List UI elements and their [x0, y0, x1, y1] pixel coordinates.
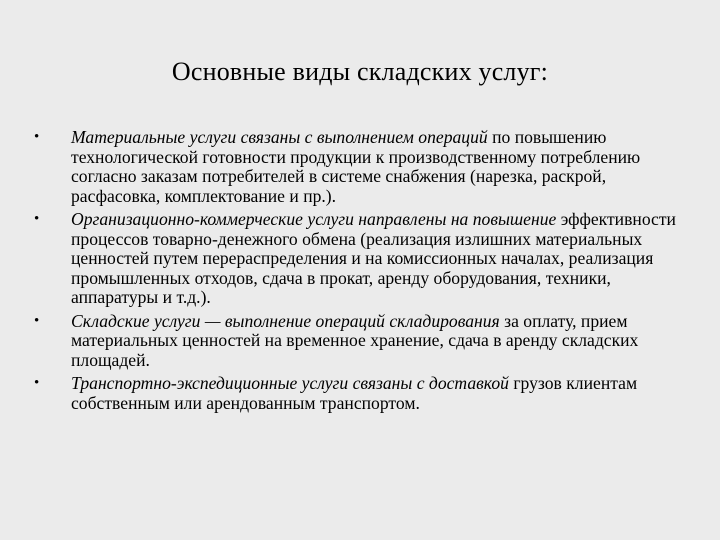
bullet-item-warehouse [34, 312, 694, 371]
bullet-icon: • [34, 312, 40, 329]
bullet-body-text: по повышению технологической готовности продукции к производственному потреблению согласно заказам потребителей в системе снабжения (нарезка, раскрой, расфасовка, комплектование и пр.). [71, 127, 641, 206]
slide-title: Основные виды складских услуг: [171, 57, 549, 86]
bullet-icon: • [34, 375, 40, 391]
bullet-body-text: эффективности процессов товарно-денежного обмена (реализация излишних материальных ценностей путем перераспределения и на комиссионных началах, реализация промышленных отходов, сдача в прокат, аренду оборудования, техники, аппаратуры и т.д.). [71, 209, 676, 307]
bullet-list [34, 128, 694, 417]
bullet-item-organizational [34, 210, 694, 308]
bullet-item-material [34, 128, 694, 206]
bullet-lead-text: Транспортно-экспедиционные услуги связаны с доставкой [71, 373, 509, 393]
bullet-icon: • [34, 129, 40, 145]
bullet-item-transport [34, 374, 694, 413]
bullet-lead-text: Материальные услуги связаны с выполнением операций [71, 127, 488, 147]
bullet-body-text: грузов клиентам собственным или арендованным транспортом. [71, 373, 638, 413]
bullet-icon: • [34, 211, 40, 227]
bullet-lead-text: Организационно-коммерческие услуги направлены на повышение [71, 209, 557, 229]
bullet-body-text: за оплату, прием материальных ценностей на временное хранение, сдача в аренду складских площадей. [71, 310, 639, 370]
bullet-lead-text: Складские услуги — выполнение операций складирования [71, 310, 500, 331]
